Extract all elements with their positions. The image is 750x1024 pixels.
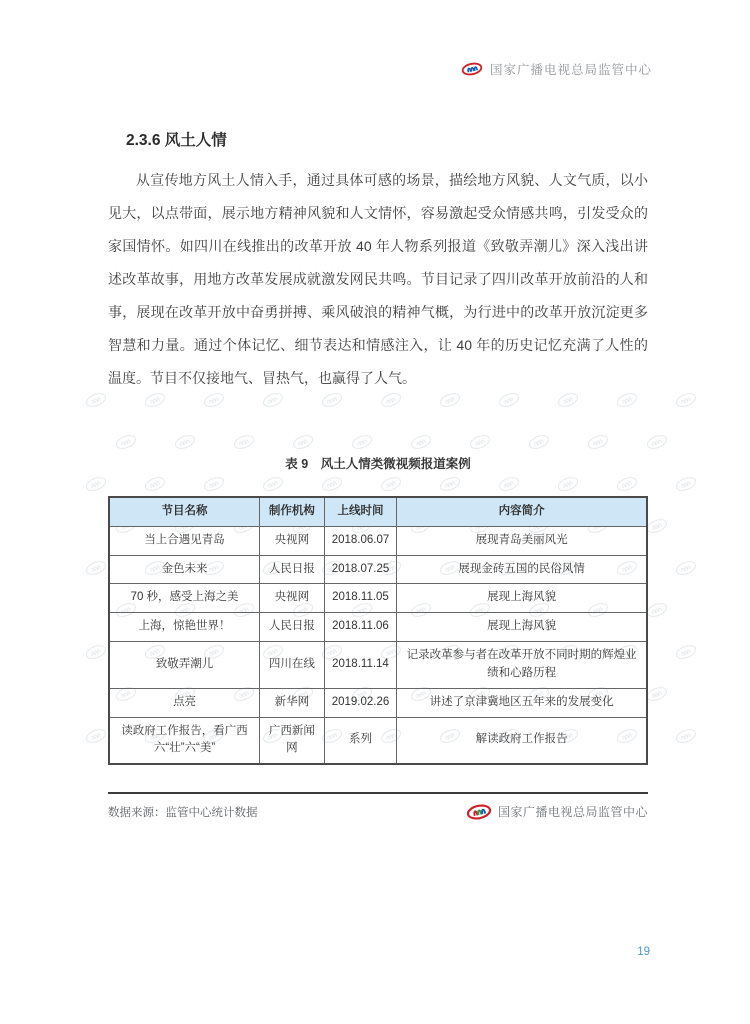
page-number: 19 [637, 946, 650, 958]
table-cell: 央视网 [260, 584, 325, 613]
footer-brand-text: 国家广播电视总局监管中心 [497, 805, 648, 820]
table-column-header: 制作机构 [260, 497, 325, 526]
table-cell: 2018.11.05 [324, 584, 397, 613]
table-cell: 70 秒，感受上海之美 [109, 584, 260, 613]
content-column [108, 128, 648, 820]
table-cell: 央视网 [260, 526, 325, 555]
table-row [109, 688, 647, 717]
table-cell: 上海，惊艳世界！ [109, 613, 260, 642]
header-brand-text: 国家广播电视总局监管中心 [489, 63, 652, 77]
watermark-logo-icon [84, 560, 108, 581]
table-cell: 展现上海风貌 [397, 613, 647, 642]
footer-brand [466, 803, 648, 820]
watermark-logo-icon [674, 728, 698, 749]
broadcast-logo-icon [466, 804, 492, 820]
table-cell: 新华网 [260, 688, 325, 717]
section-title: 2.3.6 风土人情 [126, 132, 227, 149]
table-column-header: 上线时间 [324, 497, 397, 526]
table-cell: 金色未来 [109, 555, 260, 584]
table-header-row [109, 497, 647, 526]
table-column-header: 节目名称 [109, 497, 260, 526]
watermark-logo-icon [84, 392, 108, 413]
table-cell: 讲述了京津冀地区五年来的发展变化 [397, 688, 647, 717]
table-cell: 人民日报 [260, 555, 325, 584]
table-row [109, 613, 647, 642]
watermark-logo-icon [674, 392, 698, 413]
table-cell: 解读政府工作报告 [397, 717, 647, 764]
table-row [109, 717, 647, 764]
table-cell: 2018.06.07 [324, 526, 397, 555]
watermark-logo-icon [674, 476, 698, 497]
table-column-header: 内容简介 [397, 497, 647, 526]
watermark-logo-icon [674, 644, 698, 665]
table-cell: 四川在线 [260, 642, 325, 689]
table-cell: 致敬弄潮儿 [109, 642, 260, 689]
page-footer [108, 803, 648, 820]
watermark-logo-icon [645, 686, 669, 707]
table-cell: 人民日报 [260, 613, 325, 642]
watermark-logo-icon [645, 434, 669, 455]
watermark-logo-icon [674, 560, 698, 581]
table-cell: 点亮 [109, 688, 260, 717]
report-table-head [109, 497, 647, 526]
watermark-logo-icon [84, 644, 108, 665]
table-cell: 读政府工作报告，看广西六“壮”六“美” [109, 717, 260, 764]
table-row [109, 555, 647, 584]
watermark-logo-icon [645, 602, 669, 623]
report-table-body [109, 526, 647, 764]
watermark-logo-icon [84, 476, 108, 497]
table-cell: 系列 [324, 717, 397, 764]
watermark-logo-icon [645, 518, 669, 539]
table-cell: 2018.11.14 [324, 642, 397, 689]
table-cell: 2019.02.26 [324, 688, 397, 717]
report-table [108, 496, 648, 765]
table-row [109, 642, 647, 689]
page-header [108, 60, 652, 78]
table-row [109, 526, 647, 555]
table-cell: 展现金砖五国的民俗风情 [397, 555, 647, 584]
body-paragraph: 从宣传地方风土人情入手，通过具体可感的场景，描绘地方风貌、人文气质，以小见大，以点带面，展示地方精神风貌和人文情怀，容易激起受众情感共鸣，引发受众的家国情怀。如四川在线推出的改革开放 40 年人物系列报道《致敬弄潮儿》深入浅出讲述改革故事，用地方改革发展成就激发网民共鸣。节目记录了四川改革开放前沿的人和事，展现在改革开放中奋勇拼搏、乘风破浪的精神气概，为行进中的改革开放沉淀更多智慧和力量。通过个体记忆、细节表达和情感注入，让 40 年的历史记忆充满了人性的温度。节目不仅接地气、冒热气，也赢得了人气。 [108, 172, 648, 386]
table-cell: 展现上海风貌 [397, 584, 647, 613]
table-cell: 广西新闻网 [260, 717, 325, 764]
table-cell: 记录改革参与者在改革开放不同时期的辉煌业绩和心路历程 [397, 642, 647, 689]
table-cell: 2018.07.25 [324, 555, 397, 584]
footer-divider [108, 792, 648, 794]
table-caption: 表 9 风土人情类微视频报道案例 [285, 457, 471, 471]
table-row [109, 584, 647, 613]
table-cell: 展现青岛美丽风光 [397, 526, 647, 555]
table-cell: 当上合遇见青岛 [109, 526, 260, 555]
data-source-note: 数据来源：监管中心统计数据 [108, 806, 258, 819]
table-cell: 2018.11.06 [324, 613, 397, 642]
broadcast-logo-icon [461, 62, 483, 76]
watermark-logo-icon [84, 728, 108, 749]
